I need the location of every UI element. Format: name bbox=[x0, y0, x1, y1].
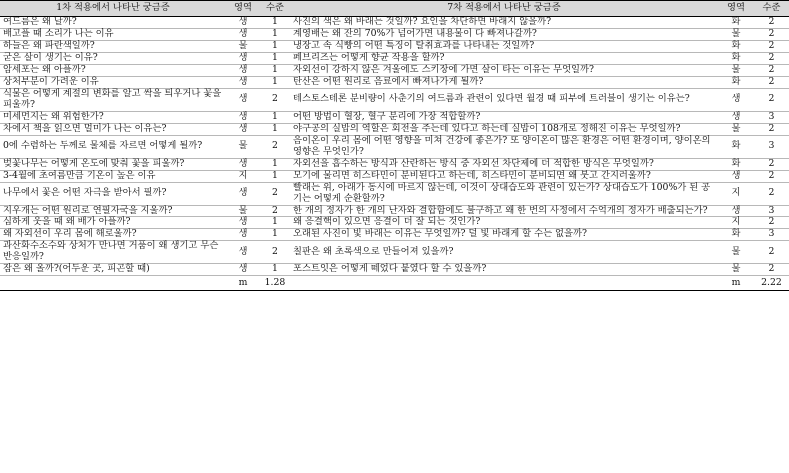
level-1st: 1 bbox=[260, 217, 290, 229]
level-7th: 2 bbox=[754, 264, 789, 276]
area-7th: 물 bbox=[718, 64, 754, 76]
area-7th: 화 bbox=[718, 52, 754, 64]
mean-value-7: 2.22 bbox=[754, 276, 789, 291]
level-7th: 2 bbox=[754, 17, 789, 29]
question-7th: 테스토스테론 분비량이 사춘기의 여드름과 관련이 있다면 월경 때 피부에 트러블이 생기는 이유는? bbox=[290, 88, 718, 111]
area-7th: 생 bbox=[718, 111, 754, 123]
area-1st: 생 bbox=[226, 88, 260, 111]
level-1st: 2 bbox=[260, 135, 290, 158]
level-1st: 1 bbox=[260, 170, 290, 182]
question-7th: 자외선이 강하지 않은 겨울에도 스키장에 가면 살이 타는 이유는 무엇일까? bbox=[290, 64, 718, 76]
area-7th: 생 bbox=[718, 170, 754, 182]
level-1st: 1 bbox=[260, 76, 290, 88]
question-7th: 페브리즈는 어떻게 향균 작용을 할까? bbox=[290, 52, 718, 64]
question-1st: 잠은 왜 올까?(어두운 곳, 피곤할 때) bbox=[0, 264, 226, 276]
table-row bbox=[0, 264, 789, 276]
table-row bbox=[0, 135, 789, 158]
area-7th: 화 bbox=[718, 135, 754, 158]
question-7th: 사진의 색은 왜 바래는 것일까? 요인을 차단하면 바래지 않을까? bbox=[290, 17, 718, 29]
area-7th: 화 bbox=[718, 17, 754, 29]
table-row bbox=[0, 40, 789, 52]
level-7th: 2 bbox=[754, 170, 789, 182]
question-1st: 미세먼지는 왜 위험한가? bbox=[0, 111, 226, 123]
level-7th: 2 bbox=[754, 88, 789, 111]
area-7th: 지 bbox=[718, 182, 754, 205]
table-row bbox=[0, 64, 789, 76]
level-7th: 2 bbox=[754, 182, 789, 205]
header-level7: 수준 bbox=[754, 1, 789, 17]
level-7th: 3 bbox=[754, 135, 789, 158]
area-1st: 생 bbox=[226, 217, 260, 229]
question-7th: 야구공의 실밥의 역할은 회전을 주는데 있다고 하는데 실밥이 108개로 정해진 이유는 무엇일까? bbox=[290, 123, 718, 135]
question-1st: 벚꽃나무는 어떻게 온도에 맞춰 꽃을 피울까? bbox=[0, 158, 226, 170]
question-1st: 지우개는 어떤 원리로 연필자국을 지울까? bbox=[0, 205, 226, 217]
level-1st: 2 bbox=[260, 241, 290, 264]
summary-row bbox=[0, 276, 789, 291]
question-1st: 상처부분이 가려운 이유 bbox=[0, 76, 226, 88]
mean-label-1: m bbox=[226, 276, 260, 291]
table-row bbox=[0, 52, 789, 64]
question-1st: 왜 자외선이 우리 몸에 해로울까? bbox=[0, 229, 226, 241]
level-1st: 1 bbox=[260, 28, 290, 40]
table-row bbox=[0, 88, 789, 111]
question-7th: 왜 응결핵이 있으면 응결이 더 잘 되는 것인가? bbox=[290, 217, 718, 229]
table-row bbox=[0, 76, 789, 88]
area-7th: 물 bbox=[718, 264, 754, 276]
header-q1: 1차 적용에서 나타난 궁금증 bbox=[0, 1, 226, 17]
question-7th: 계영배는 왜 잔의 70%가 넘어가면 내용물이 다 빠져나갈까? bbox=[290, 28, 718, 40]
question-1st: 심하게 웃을 때 왜 배가 아플까? bbox=[0, 217, 226, 229]
question-7th: 냉장고 속 식빵의 어떤 특징이 탈취효과를 나타내는 것일까? bbox=[290, 40, 718, 52]
question-7th: 한 개의 정자가 한 개의 난자와 결합함에도 불구하고 왜 한 번의 사정에서 수억개의 정자가 배출되는가? bbox=[290, 205, 718, 217]
level-7th: 2 bbox=[754, 28, 789, 40]
area-1st: 생 bbox=[226, 64, 260, 76]
level-7th: 2 bbox=[754, 40, 789, 52]
area-1st: 생 bbox=[226, 264, 260, 276]
level-1st: 2 bbox=[260, 205, 290, 217]
level-1st: 2 bbox=[260, 182, 290, 205]
area-1st: 생 bbox=[226, 229, 260, 241]
area-1st: 생 bbox=[226, 241, 260, 264]
table-row bbox=[0, 241, 789, 264]
question-1st: 과산화수소수와 상처가 만나면 거품이 왜 생기고 무슨 반응일까? bbox=[0, 241, 226, 264]
area-7th: 지 bbox=[718, 217, 754, 229]
area-7th: 생 bbox=[718, 205, 754, 217]
question-7th: 탄산은 어떤 원리로 음료에서 빠져나가게 될까? bbox=[290, 76, 718, 88]
level-7th: 2 bbox=[754, 76, 789, 88]
level-1st: 1 bbox=[260, 52, 290, 64]
question-1st: 굳은 살이 생기는 이유? bbox=[0, 52, 226, 64]
area-7th: 물 bbox=[718, 28, 754, 40]
header-q7: 7차 적용에서 나타난 궁금증 bbox=[290, 1, 718, 17]
level-1st: 1 bbox=[260, 40, 290, 52]
header-level1: 수준 bbox=[260, 1, 290, 17]
table-row bbox=[0, 170, 789, 182]
question-1st: 나무에서 꽃은 어떤 자극을 받아서 필까? bbox=[0, 182, 226, 205]
level-7th: 2 bbox=[754, 52, 789, 64]
level-1st: 1 bbox=[260, 229, 290, 241]
level-7th: 3 bbox=[754, 205, 789, 217]
area-1st: 물 bbox=[226, 40, 260, 52]
table-row bbox=[0, 28, 789, 40]
level-1st: 1 bbox=[260, 158, 290, 170]
question-1st: 하늘은 왜 파란색일까? bbox=[0, 40, 226, 52]
question-1st: 식물은 어떻게 계절의 변화를 알고 싹을 틔우거나 꽃을 피울까? bbox=[0, 88, 226, 111]
level-7th: 2 bbox=[754, 241, 789, 264]
area-1st: 생 bbox=[226, 17, 260, 29]
area-1st: 지 bbox=[226, 170, 260, 182]
area-1st: 생 bbox=[226, 52, 260, 64]
header-area7: 영역 bbox=[718, 1, 754, 17]
question-7th: 모기에 물리면 히스타민이 분비된다고 하는데, 히스타민이 분비되면 왜 붓고 간지러울까? bbox=[290, 170, 718, 182]
area-1st: 생 bbox=[226, 182, 260, 205]
question-1st: 여드름은 왜 날까? bbox=[0, 17, 226, 29]
question-1st: 배고플 때 소리가 나는 이유 bbox=[0, 28, 226, 40]
table-row bbox=[0, 17, 789, 29]
area-7th: 화 bbox=[718, 229, 754, 241]
area-1st: 물 bbox=[226, 205, 260, 217]
area-7th: 화 bbox=[718, 76, 754, 88]
question-1st: 0에 수렴하는 두께로 물체를 자르면 어떻게 될까? bbox=[0, 135, 226, 158]
header-row bbox=[0, 1, 789, 17]
area-1st: 생 bbox=[226, 28, 260, 40]
level-1st: 1 bbox=[260, 111, 290, 123]
question-1st: 암세포는 왜 아플까? bbox=[0, 64, 226, 76]
area-1st: 생 bbox=[226, 76, 260, 88]
level-7th: 2 bbox=[754, 64, 789, 76]
mean-value-1: 1.28 bbox=[260, 276, 290, 291]
question-7th: 어떤 방법이 혈장, 혈구 분리에 가장 적합할까? bbox=[290, 111, 718, 123]
level-7th: 2 bbox=[754, 158, 789, 170]
level-1st: 1 bbox=[260, 123, 290, 135]
level-1st: 1 bbox=[260, 64, 290, 76]
level-7th: 3 bbox=[754, 111, 789, 123]
area-1st: 생 bbox=[226, 123, 260, 135]
table-row bbox=[0, 123, 789, 135]
level-1st: 1 bbox=[260, 17, 290, 29]
level-1st: 2 bbox=[260, 88, 290, 111]
area-7th: 생 bbox=[718, 88, 754, 111]
table-row bbox=[0, 111, 789, 123]
area-1st: 생 bbox=[226, 158, 260, 170]
question-7th: 자외선을 흡수하는 방식과 산란하는 방식 중 자외선 차단제에 더 적합한 방식은 무엇일까? bbox=[290, 158, 718, 170]
question-7th: 음이온이 우리 몸에 어떤 영향을 미쳐 건강에 좋은가? 또 양이온이 많은 환경은 어떤 환경이며, 양이온의 영향은 무엇인가? bbox=[290, 135, 718, 158]
table-row bbox=[0, 182, 789, 205]
question-7th: 칠판은 왜 초록색으로 만들어져 있을까? bbox=[290, 241, 718, 264]
area-7th: 화 bbox=[718, 40, 754, 52]
area-7th: 물 bbox=[718, 241, 754, 264]
table-row bbox=[0, 158, 789, 170]
level-1st: 1 bbox=[260, 264, 290, 276]
question-7th: 포스트잇은 어떻게 떼었다 붙였다 할 수 있을까? bbox=[290, 264, 718, 276]
level-7th: 2 bbox=[754, 217, 789, 229]
area-7th: 화 bbox=[718, 158, 754, 170]
question-7th: 빨래는 위, 아래가 동시에 마르지 않는데, 이것이 상대습도와 관련이 있는가? 상대습도가 100%가 된 공기는 어떻게 순환할까? bbox=[290, 182, 718, 205]
level-7th: 3 bbox=[754, 229, 789, 241]
question-7th: 오래된 사진이 빛 바래는 이유는 무엇일까? 덜 빛 바래게 할 수는 없을까? bbox=[290, 229, 718, 241]
area-1st: 생 bbox=[226, 111, 260, 123]
question-1st: 3-4월에 초여름만큼 기온이 높은 이유 bbox=[0, 170, 226, 182]
header-area1: 영역 bbox=[226, 1, 260, 17]
mean-label-7: m bbox=[718, 276, 754, 291]
level-7th: 2 bbox=[754, 123, 789, 135]
area-1st: 물 bbox=[226, 135, 260, 158]
question-1st: 차에서 책을 읽으면 멀미가 나는 이유는? bbox=[0, 123, 226, 135]
area-7th: 물 bbox=[718, 123, 754, 135]
